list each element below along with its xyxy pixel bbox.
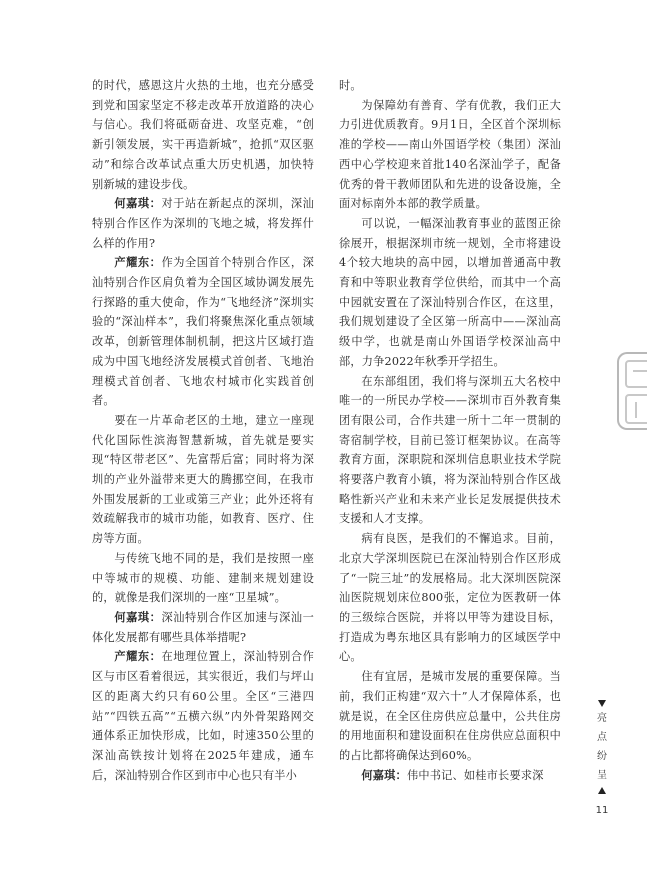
paragraph: 的时代，感恩这片火热的土地，也充分感受到党和国家坚定不移走改革开放道路的决心与信心。我们将砥砺奋进、攻坚克难，“创新引领发展，实干再造新城”，抢抓“双区驱动”和综合改革试点重大历史机遇，加快特别新城的建设步伐。 <box>92 79 314 191</box>
interview-question: 何嘉琪：深汕特别合作区加速与深汕一体化发展都有哪些具体举措呢? <box>92 610 314 644</box>
seal-stamp-decoration <box>617 352 647 430</box>
paragraph: 可以说，一幅深汕教育事业的蓝图正徐徐展开，根据深圳市统一规划，全市将建设4个较大地块的高中园，以增加普通高中教育和中等职业教育学位供给，而其中一个高中园就安置在了深汕特别合作区，在这里，我们规划建设了全区第一所高中——深汕高级中学，也就是南山外国语学校深汕高中部，力争2022年秋季开学招生。 <box>339 216 561 368</box>
speaker-label: 产耀东： <box>114 650 162 664</box>
right-column <box>339 76 561 785</box>
seal-glyph <box>625 360 647 388</box>
speaker-label: 产耀东： <box>114 256 162 270</box>
speaker-label: 何嘉琪： <box>114 197 162 211</box>
interview-answer: 产耀东：在地理位置上，深汕特别合作区与市区看着很远，其实很近，我们与坪山区的距离大约只有60公里。全区“三港四站”“四铁五高”“五横六纵”内外骨架路网交通体系正加快形成，比如，时速350公里的深汕高铁按计划将在2025年建成，通车后，深汕特别合作区到市中心也只有半小 <box>92 650 314 782</box>
side-label-char: 亮 <box>597 713 607 724</box>
paragraph: 为保障幼有善育、学有优教，我们正大力引进优质教育。9月1日，全区首个深圳标准的学校——南山外国语学校（集团）深汕西中心学校迎来首批140名深汕学子，配备优秀的骨干教师团队和先进的设备设施，全面对标南外本部的教学质量。 <box>339 98 561 211</box>
page-number: 11 <box>595 805 609 816</box>
paragraph: 时。 <box>339 79 362 92</box>
paragraph: 在东部组团，我们将与深圳五大名校中唯一的一所民办学校——深圳市百外教育集团有限公司，合作共建一所十二年一贯制的寄宿制学校，目前已签订框架协议。在高等教育方面，深职院和深圳信息职业技术学院将要落户教育小镇，将为深汕特别合作区战略性新兴产业和未来产业长足发展提供技术支援和人才支撑。 <box>339 374 561 526</box>
section-side-label <box>594 700 610 794</box>
interview-question: 何嘉琪：伟中书记、如桂市长要求深 <box>361 768 544 782</box>
side-label-char: 点 <box>597 732 607 743</box>
paragraph: 要在一片革命老区的土地，建立一座现代化国际性滨海智慧新城，首先就是要实现“特区带老区”、先富帮后富；同时将为深圳的产业外溢带来更大的腾挪空间，在我市外围发展新的工业或第三产业；此外还将有效疏解我市的城市功能，如教育、医疗、住房等方面。 <box>92 413 314 546</box>
interview-question: 何嘉琪：对于站在新起点的深圳，深汕特别合作区作为深圳的飞地之城，将发挥什么样的作用? <box>92 197 314 250</box>
side-label-char: 纷 <box>597 751 607 762</box>
left-column <box>92 76 314 785</box>
triangle-up-icon <box>598 787 606 794</box>
seal-glyph <box>625 394 647 424</box>
paragraph: 与传统飞地不同的是，我们是按照一座中等城市的规模、功能、建制来规划建设的，就像是我们深圳的一座“卫星城”。 <box>92 551 314 605</box>
interview-answer: 产耀东：作为全国首个特别合作区，深汕特别合作区肩负着为全国区域协调发展先行探路的重大使命，作为“飞地经济”深圳实验的“深汕样本”，我们将聚焦深化重点领域改革，创新管理体制机制，把这片区域打造成为中国飞地经济发展模式首创者、飞地治理模式首创者、飞地农村城市化实践首创者。 <box>92 256 314 408</box>
triangle-down-icon <box>598 700 606 707</box>
side-label-char: 呈 <box>597 770 607 781</box>
paragraph: 病有良医，是我们的不懈追求。目前，北京大学深圳医院已在深汕特别合作区形成了“一院三址”的发展格局。北大深圳医院深汕医院规划床位800张，定位为医教研一体的三级综合医院，并将以甲等为建设目标，打造成为粤东地区具有影响力的区域医学中心。 <box>339 532 561 664</box>
speaker-label: 何嘉琪： <box>361 768 407 782</box>
paragraph: 住有宜居，是城市发展的重要保障。当前，我们正构建“双六十”人才保障体系，也就是说，在全区住房供应总量中，公共住房的用地面积和建设面积在住房供应总面积中的占比都将确保达到60%。 <box>339 670 561 762</box>
speaker-label: 何嘉琪： <box>114 610 162 624</box>
